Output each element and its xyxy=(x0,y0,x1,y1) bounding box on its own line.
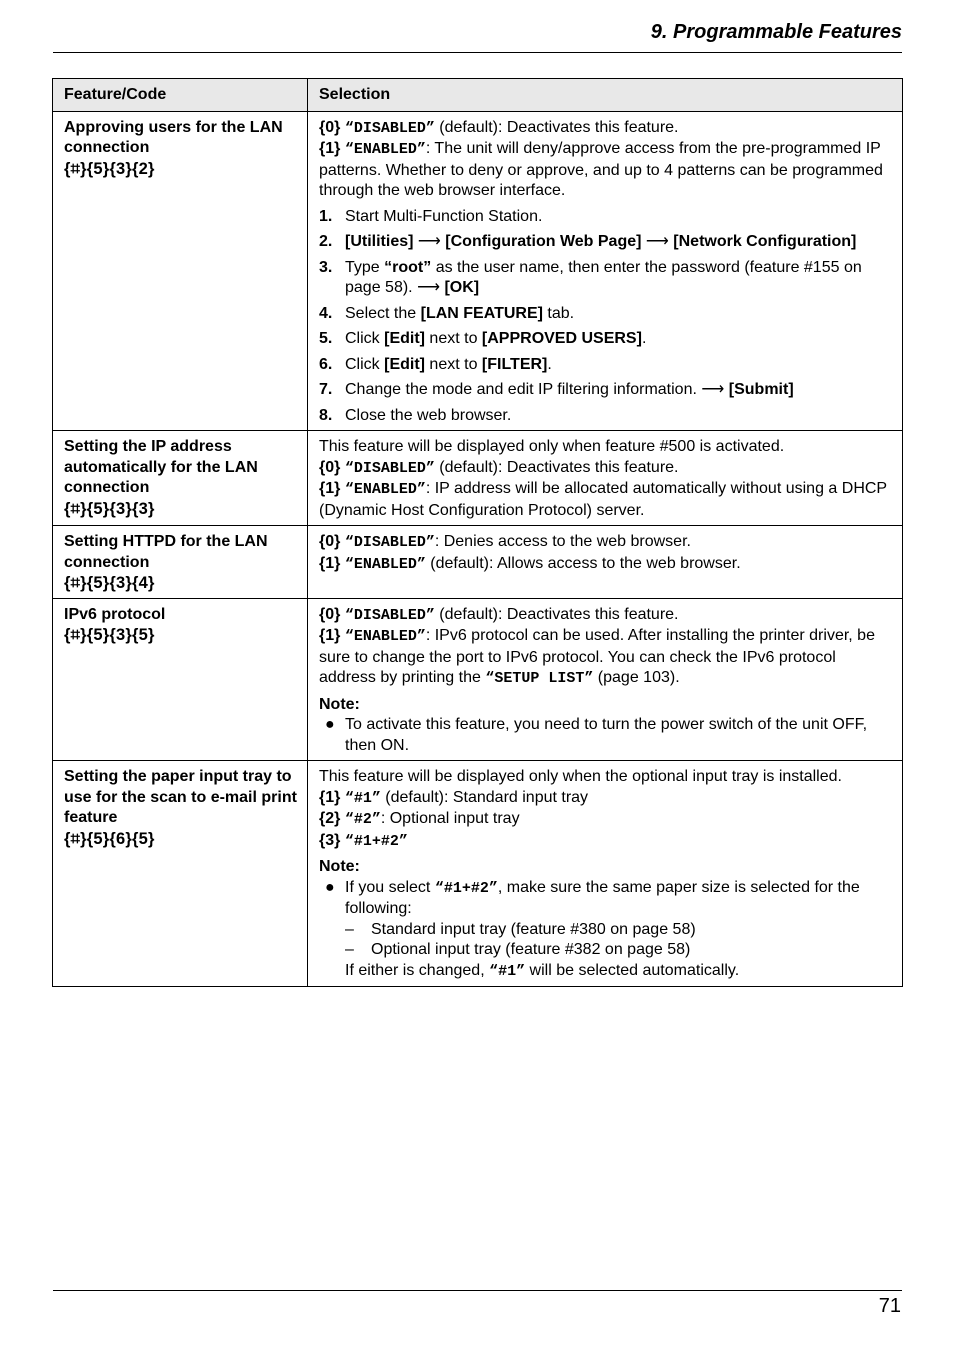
note-item xyxy=(319,878,892,920)
option-description: : Denies access to the web browser. xyxy=(434,533,691,550)
step-number: 7. xyxy=(319,381,333,398)
option-description: (default): Standard input tray xyxy=(380,788,589,806)
table-row xyxy=(53,526,903,599)
step-key: “root” xyxy=(384,258,432,276)
option-description: : The unit will deny/approve access from the pre-programmed IP patterns. Whether to deny or approve, and up to 4 patterns can be programmed through the web browser interface. xyxy=(319,140,883,199)
option-value: “DISABLED” xyxy=(344,119,435,137)
option-value: “DISABLED” xyxy=(344,534,435,551)
step-key: [Edit] xyxy=(384,330,425,347)
selection-cell xyxy=(308,598,903,761)
note-text: , make sure the same paper size is selected for the following: xyxy=(345,878,860,917)
column-header-selection: Selection xyxy=(308,79,903,112)
option-description: : IP address will be allocated automatically without using a DHCP (Dynamic Host Configuration Protocol) server. xyxy=(319,480,887,519)
option-description: : Optional input tray xyxy=(380,810,520,827)
option-description: (page 103). xyxy=(593,669,680,686)
option-description: (default): Deactivates this feature. xyxy=(434,118,679,136)
note-tail xyxy=(319,961,892,983)
arrow-right-icon: ⟶ xyxy=(701,381,725,398)
feature-code: {⌗}{5}{3}{4} xyxy=(64,574,155,592)
option-key: {0} xyxy=(319,605,341,623)
table-row xyxy=(53,431,903,526)
step-number: 5. xyxy=(319,330,333,347)
option-key: {1} xyxy=(319,480,341,497)
step-key: [OK] xyxy=(444,279,480,296)
option-value: “#1” xyxy=(344,789,381,807)
step-text: . xyxy=(547,355,552,373)
option-description: : IPv6 protocol can be used. After installing the printer driver, be sure to change the port to IPv6 protocol. You can check the IPv6 protocol address by printing the xyxy=(319,627,875,686)
dash-icon: – xyxy=(345,941,354,958)
feature-code: {⌗}{5}{6}{5} xyxy=(64,829,155,848)
option-description: (default): Deactivates this feature. xyxy=(434,605,679,623)
feature-cell xyxy=(53,431,308,526)
option-line xyxy=(319,626,892,690)
table-row xyxy=(53,761,903,987)
option-description: (default): Allows access to the web browser. xyxy=(425,554,741,572)
option-description: (default): Deactivates this feature. xyxy=(434,458,679,476)
option-key: {1} xyxy=(319,140,341,157)
sub-item xyxy=(319,940,892,961)
step-key: [LAN FEATURE] xyxy=(420,304,543,322)
note-text: If you select xyxy=(345,878,435,896)
option-value: “ENABLED” xyxy=(344,555,426,573)
selection-cell xyxy=(308,431,903,526)
option-line xyxy=(319,831,892,853)
option-value: “#1” xyxy=(489,962,526,980)
feature-code: {⌗}{5}{3}{2} xyxy=(64,159,155,178)
option-value: “#2” xyxy=(344,811,381,828)
steps-list xyxy=(319,207,892,427)
option-value: “ENABLED” xyxy=(344,141,426,158)
header-rule xyxy=(53,52,902,53)
option-key: {3} xyxy=(319,831,341,849)
feature-cell xyxy=(53,598,308,761)
option-value: “DISABLED” xyxy=(344,459,435,477)
sub-item-text: Optional input tray (feature #382 on page 58) xyxy=(371,941,691,958)
step-item xyxy=(319,329,892,350)
step-key: [Network Configuration] xyxy=(673,233,857,250)
option-value: “#1+#2” xyxy=(434,879,498,897)
note-text: will be selected automatically. xyxy=(525,961,740,979)
intro-text: This feature will be displayed only when feature #500 is activated. xyxy=(319,438,785,455)
step-number: 1. xyxy=(319,207,333,225)
feature-name: Setting HTTPD for the LAN connection xyxy=(64,533,268,571)
option-line xyxy=(319,139,892,202)
option-line xyxy=(319,479,892,521)
selection-cell xyxy=(308,761,903,987)
column-header-feature: Feature/Code xyxy=(53,79,308,112)
step-text: Select the xyxy=(345,304,421,322)
note-heading: Note: xyxy=(319,695,360,713)
footer-rule xyxy=(53,1290,902,1291)
feature-cell xyxy=(53,111,308,431)
option-key: {1} xyxy=(319,554,341,572)
step-item xyxy=(319,355,892,376)
bullet-icon: ● xyxy=(325,716,335,733)
note-item xyxy=(319,715,892,756)
selection-cell xyxy=(308,111,903,431)
selection-cell xyxy=(308,526,903,599)
feature-cell xyxy=(53,761,308,987)
section-title: 9. Programmable Features xyxy=(650,21,902,43)
step-text: Type xyxy=(345,258,385,276)
option-line xyxy=(319,554,892,576)
arrow-right-icon: ⟶ xyxy=(645,233,669,250)
step-item xyxy=(319,207,892,228)
table-header-row xyxy=(53,79,903,112)
step-item xyxy=(319,406,892,427)
step-text: . xyxy=(641,330,647,347)
step-item xyxy=(319,232,892,253)
step-item xyxy=(319,304,892,325)
step-number: 2. xyxy=(319,233,333,250)
step-text: next to xyxy=(424,330,482,347)
step-key: [Edit] xyxy=(384,355,425,373)
step-key: [FILTER] xyxy=(481,355,548,373)
option-key: {1} xyxy=(319,788,341,806)
feature-name: Setting the IP address automatically for the LAN connection xyxy=(64,438,258,496)
arrow-right-icon: ⟶ xyxy=(417,233,441,250)
option-key: {2} xyxy=(319,810,341,827)
option-line xyxy=(319,458,892,480)
option-key: {1} xyxy=(319,627,341,644)
step-text: Start Multi-Function Station. xyxy=(345,207,543,225)
step-number: 4. xyxy=(319,304,333,322)
features-table xyxy=(52,78,903,987)
option-value: “SETUP LIST” xyxy=(485,670,594,687)
step-text: as the user name, then enter the password (feature #155 on page 58). xyxy=(345,258,862,296)
arrow-right-icon: ⟶ xyxy=(417,279,440,296)
feature-code: {⌗}{5}{3}{5} xyxy=(64,626,155,644)
option-line xyxy=(319,809,892,831)
step-item xyxy=(319,380,892,401)
table-row xyxy=(53,598,903,761)
step-text: Click xyxy=(345,330,385,347)
sub-item-text: Standard input tray (feature #380 on page 58) xyxy=(371,920,696,938)
table-row xyxy=(53,111,903,431)
step-key: [Submit] xyxy=(728,381,794,398)
note-text: If either is changed, xyxy=(345,961,490,979)
option-line xyxy=(319,605,892,627)
bullet-icon: ● xyxy=(325,878,335,896)
step-number: 8. xyxy=(319,406,333,424)
note-text: To activate this feature, you need to turn the power switch of the unit OFF, then ON. xyxy=(345,716,868,754)
step-number: 6. xyxy=(319,355,333,373)
step-text: tab. xyxy=(542,304,575,322)
option-line xyxy=(319,788,892,810)
feature-name: Setting the paper input tray to use for the scan to e-mail print feature xyxy=(64,768,297,826)
feature-name: Approving users for the LAN connection xyxy=(64,118,283,156)
page-number: 71 xyxy=(878,1295,901,1317)
step-key: [Configuration Web Page] xyxy=(445,233,642,250)
step-number: 3. xyxy=(319,258,333,276)
option-value: “DISABLED” xyxy=(344,606,435,624)
option-value: “ENABLED” xyxy=(344,481,426,498)
option-value: “ENABLED” xyxy=(344,628,426,645)
feature-code: {⌗}{5}{3}{3} xyxy=(64,499,155,518)
option-key: {0} xyxy=(319,458,341,476)
feature-cell xyxy=(53,526,308,599)
step-item xyxy=(319,258,892,299)
option-line xyxy=(319,532,892,554)
note-heading: Note: xyxy=(319,858,360,875)
step-text: Close the web browser. xyxy=(345,406,512,424)
step-key: [APPROVED USERS] xyxy=(481,330,642,347)
option-key: {0} xyxy=(319,118,341,136)
dash-icon: – xyxy=(345,920,354,938)
step-text: next to xyxy=(424,355,482,373)
step-key: [Utilities] xyxy=(345,233,414,250)
step-text: Change the mode and edit IP filtering information. xyxy=(345,381,702,398)
feature-name: IPv6 protocol xyxy=(64,605,166,623)
option-value: “#1+#2” xyxy=(344,832,408,850)
step-text: Click xyxy=(345,355,385,373)
intro-text: This feature will be displayed only when the optional input tray is installed. xyxy=(319,768,842,785)
sub-item xyxy=(319,920,892,941)
option-line xyxy=(319,118,892,140)
option-key: {0} xyxy=(319,533,341,550)
